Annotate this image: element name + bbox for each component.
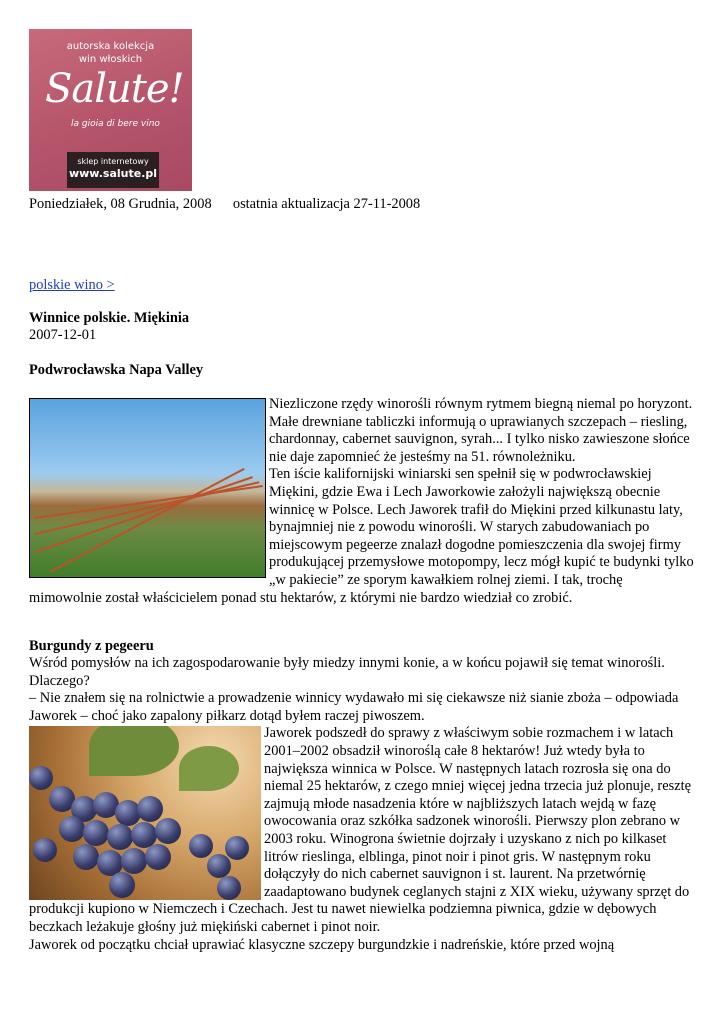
paragraph: Jaworek od początku chciał uprawiać klasyczne szczepy burgundzkie i nadreńskie, które przed wojną xyxy=(29,936,615,953)
logo-shop-url: www.salute.pl xyxy=(68,167,158,180)
paragraph: Ten iście kalifornijski winiarski sen spełnił się w podwrocławskiej Miękini, gdzie Ewa i Lech Jaworkowie założyli największą obecnie winnicę w Polsce. Lech Jaworek trafił do Miękini przed kilkunastu laty, bynajmniej nie z powodu winorośli. W starych zabudowaniach po miejscowym pegeerze znalazł dogodne pomieszczenia dla swojej firmy produkującej przemysłowe motopompy, lecz mógł kupić te budynki tylko „w pakiecie” ze sporym kawałkiem rolnej ziemi. I tak, trochę mimowolnie został właścicielem ponad stu hektarów, z którymi nie bardzo wiedział co zrobić. xyxy=(29,466,694,606)
logo-top-line-2: win włoskich xyxy=(78,54,143,65)
paragraph: Wśród pomysłów na ich zagospodarowanie były miedzy innymi konie, a w końcu pojawił się temat winorośli. Dlaczego? xyxy=(29,655,665,689)
vineyard-photo xyxy=(29,398,266,578)
category-link[interactable]: polskie wino > xyxy=(29,277,115,293)
article-date: 2007-12-01 xyxy=(29,327,97,343)
logo-top-line-1: autorska kolekcja xyxy=(66,41,155,52)
section-heading: Podwrocławska Napa Valley xyxy=(29,362,204,378)
paragraph: – Nie znałem się na rolnictwie a prowadzenie winnicy wydawało mi się ciekawsze niż sianie zboża – odpowiada Jaworek – choć jako zapalony piłkarz dotąd byłem raczej piwoszem. xyxy=(29,690,679,724)
article-title: Winnice polskie. Miękinia xyxy=(29,310,190,326)
grapes-photo xyxy=(29,726,261,900)
section-2-body xyxy=(29,655,695,954)
salute-logo xyxy=(29,29,192,191)
logo-brand: Salute! xyxy=(45,66,184,112)
section-heading: Burgundy z pegeeru xyxy=(29,638,154,654)
logo-tagline: la gioia di bere vino xyxy=(71,119,160,129)
header-updated: ostatnia aktualizacja 27-11-2008 xyxy=(232,196,421,212)
paragraph: Niezliczone rzędy winorośli równym rytmem biegną niemal po horyzont. Małe drewniane tabliczki informują o uprawianych szczepach – riesling, chardonnay, cabernet sauvignon, syrah... I tylko nisko zawieszone słońce nie daje zapomnieć że jesteśmy na 51. równoleżniku. xyxy=(269,396,693,465)
section-1-body xyxy=(29,396,695,607)
header-line xyxy=(29,196,420,214)
paragraph: Jaworek podszedł do sprawy z właściwym sobie rozmachem i w latach 2001–2002 obsadził winoroślą całe 8 hektarów! Już wtedy była to największa winnica w Polsce. W następnych latach rozrosła się ona do niemal 25 hektarów, z czego mniej więcej jedna trzecia już plonuje, resztę zajmują młode nasadzenia które w najbliższych latach wejdą w fazę owocowania oraz szkółka sadzonek winorośli. Pierwszy plon zebrano w 2003 roku. Winogrona świetnie dojrzały i uzyskano z nich po kilkaset litrów rieslinga, elblinga, pinot noir i pinot gris. W następnym roku dołączyły do nich cabernet sauvignon i st. laurent. Na przetwórnię zaadaptowano budynek ceglanych stajni z XIX wieku, używany sprzęt do produkcji kupiono w Niemczech i Czechach. Jest tu nawet niewielka podziemna piwnica, gdzie w dębowych beczkach leżakuje głośny już miękiński cabernet i pinot noir. xyxy=(29,725,691,935)
header-date: Poniedziałek, 08 Grudnia, 2008 xyxy=(29,196,212,212)
logo-shop-box xyxy=(67,152,159,188)
logo-shop-label: sklep internetowy xyxy=(77,157,149,166)
